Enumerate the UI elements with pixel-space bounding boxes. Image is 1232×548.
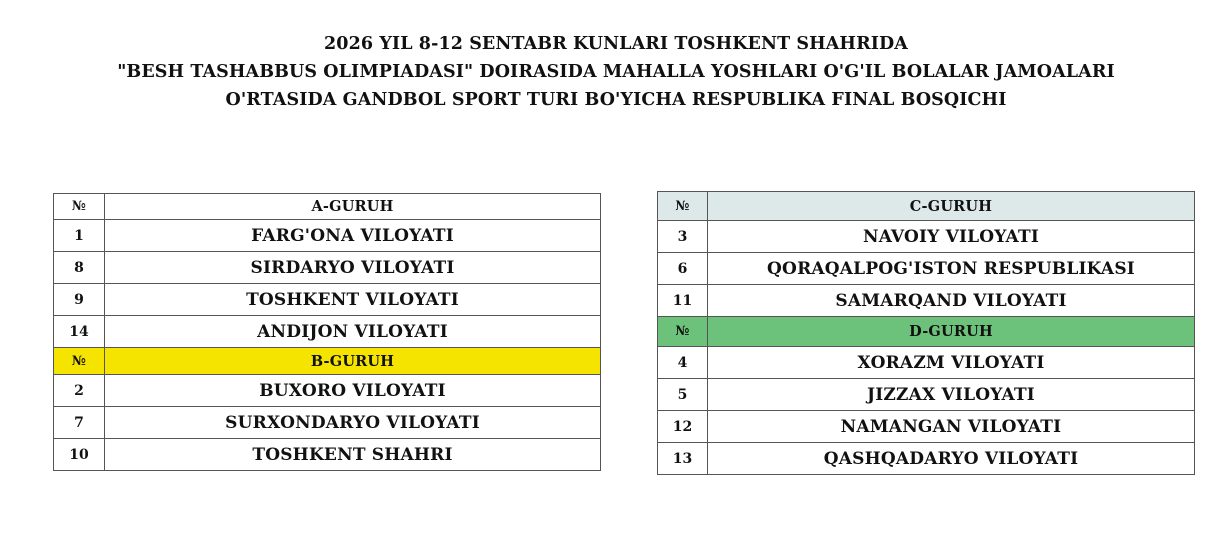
group-c-header-row <box>658 192 1195 221</box>
team-number: 5 <box>658 379 708 411</box>
team-name: FARG'ONA VILOYATI <box>105 220 601 252</box>
table-row <box>54 375 601 407</box>
team-number: 8 <box>54 252 105 284</box>
table-row <box>54 284 601 316</box>
group-a-header-row <box>54 194 601 220</box>
team-name: TOSHKENT VILOYATI <box>105 284 601 316</box>
team-name: XORAZM VILOYATI <box>708 347 1195 379</box>
group-d-header-row <box>658 317 1195 347</box>
group-d-num-header: № <box>658 317 708 347</box>
team-name: NAMANGAN VILOYATI <box>708 411 1195 443</box>
group-b-header-row <box>54 348 601 375</box>
group-b-title: B-GURUH <box>105 348 601 375</box>
team-number: 9 <box>54 284 105 316</box>
document-heading <box>0 30 1232 114</box>
team-number: 12 <box>658 411 708 443</box>
table-row <box>54 252 601 284</box>
group-c-title: C-GURUH <box>708 192 1195 221</box>
team-name: ANDIJON VILOYATI <box>105 316 601 348</box>
team-number: 4 <box>658 347 708 379</box>
group-a-title: A-GURUH <box>105 194 601 220</box>
table-row <box>54 220 601 252</box>
team-number: 11 <box>658 285 708 317</box>
team-name: SIRDARYO VILOYATI <box>105 252 601 284</box>
team-name: TOSHKENT SHAHRI <box>105 439 601 471</box>
team-number: 6 <box>658 253 708 285</box>
team-name: JIZZAX VILOYATI <box>708 379 1195 411</box>
groups-table-right <box>657 191 1195 475</box>
team-number: 14 <box>54 316 105 348</box>
team-number: 2 <box>54 375 105 407</box>
table-row <box>658 379 1195 411</box>
table-row <box>658 285 1195 317</box>
table-row <box>54 316 601 348</box>
table-row <box>658 221 1195 253</box>
table-row <box>658 253 1195 285</box>
table-row <box>54 439 601 471</box>
team-number: 3 <box>658 221 708 253</box>
table-row <box>658 411 1195 443</box>
team-name: BUXORO VILOYATI <box>105 375 601 407</box>
table-row <box>658 347 1195 379</box>
team-name: SAMARQAND VILOYATI <box>708 285 1195 317</box>
team-number: 1 <box>54 220 105 252</box>
heading-line-1: 2026 YIL 8-12 SENTABR KUNLARI TOSHKENT SHAHRIDA <box>324 34 908 54</box>
groups-table-left <box>53 193 601 471</box>
heading-line-3: O'RTASIDA GANDBOL SPORT TURI BO'YICHA RESPUBLIKA FINAL BOSQICHI <box>225 90 1007 110</box>
group-c-num-header: № <box>658 192 708 221</box>
team-number: 7 <box>54 407 105 439</box>
team-name: SURXONDARYO VILOYATI <box>105 407 601 439</box>
table-row <box>658 443 1195 475</box>
team-number: 13 <box>658 443 708 475</box>
team-name: NAVOIY VILOYATI <box>708 221 1195 253</box>
group-d-title: D-GURUH <box>708 317 1195 347</box>
team-number: 10 <box>54 439 105 471</box>
team-name: QORAQALPOG'ISTON RESPUBLIKASI <box>708 253 1195 285</box>
table-row <box>54 407 601 439</box>
heading-line-2: "BESH TASHABBUS OLIMPIADASI" DOIRASIDA MAHALLA YOSHLARI O'G'IL BOLALAR JAMOALARI <box>117 62 1115 82</box>
team-name: QASHQADARYO VILOYATI <box>708 443 1195 475</box>
group-b-num-header: № <box>54 348 105 375</box>
group-a-num-header: № <box>54 194 105 220</box>
